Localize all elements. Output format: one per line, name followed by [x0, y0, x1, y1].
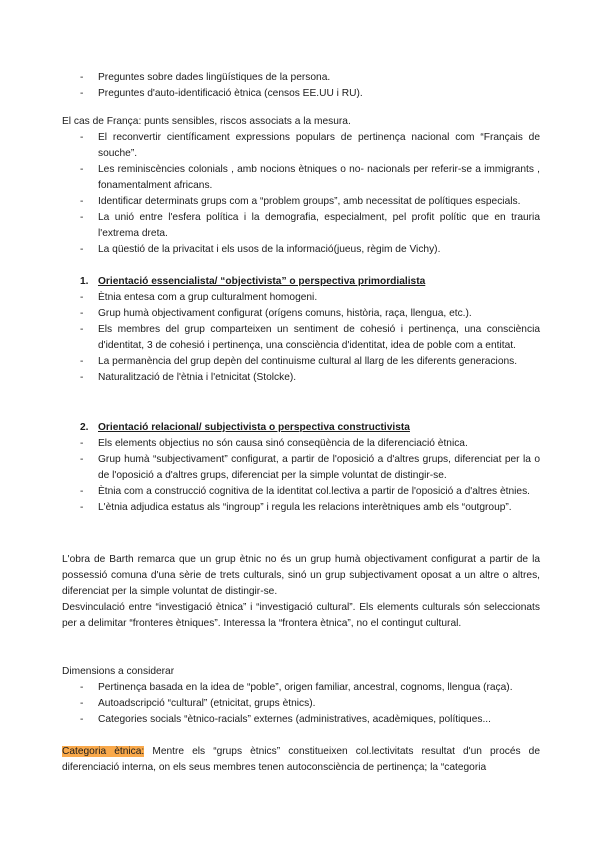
- list-item: - La qüestió de la privacitat i els usos de la informació(jueus, règim de Vichy).: [62, 242, 540, 258]
- list-item: - Els elements objectius no són causa sinó conseqüència de la diferenciació ètnica.: [62, 436, 540, 452]
- section-title: Orientació essencialista/ “objectivista” o perspectiva primordialista: [98, 276, 426, 287]
- list-item: - La unió entre l'esfera política i la demografia, especialment, pel profit polític que en trauria l'extrema dreta.: [62, 210, 540, 242]
- desvinculacio-paragraph: Desvinculació entre “investigació ètnica” i “investigació cultural”. Els elements culturals són seleccionats per a delimitar “fronteres ètniques”. Interessa la “frontera ètnica”, no el contingut cultural.: [62, 602, 540, 629]
- france-heading: El cas de França: punts sensibles, riscos associats a la mesura.: [62, 116, 351, 127]
- dimensions-section: [62, 664, 540, 728]
- list-item: - Ètnia entesa com a grup culturalment homogeni.: [62, 290, 540, 306]
- section-heading: 1. Orientació essencialista/ “objectivista” o perspectiva primordialista: [80, 276, 426, 287]
- categoria-paragraph: [62, 744, 540, 776]
- list-item: - L'ètnia adjudica estatus als “ingroup” i regula les relacions interètniques amb els “outgroup”.: [62, 500, 540, 516]
- barth-paragraph: L'obra de Barth remarca que un grup ètnic no és un grup humà objectivament configurat a partir de la possessió comuna d'una sèrie de trets culturals, sinó un grup subjectivament oposat a un altre o altres, diferenciat per la simple voluntat de distingir-se.: [62, 554, 540, 597]
- list-item: - El reconvertir científicament expressions populars de pertinença nacional com “Français de souche”.: [62, 130, 540, 162]
- list-item: - Les reminiscències colonials , amb nocions ètniques o no- nacionals per referir-se a immigrants , fonamentalment africans.: [62, 162, 540, 194]
- categoria-highlight: Categoria ètnica:: [62, 746, 145, 757]
- barth-block: [62, 552, 540, 632]
- section-heading: 2. Orientació relacional/ subjectivista o perspectiva constructivista: [80, 422, 410, 433]
- france-section: [62, 114, 540, 258]
- list-item: - Preguntes sobre dades lingüístiques de la persona.: [62, 70, 540, 86]
- list-item: - Autoadscripció “cultural” (etnicitat, grups ètnics).: [62, 696, 540, 712]
- list-item: - Categories socials “ètnico-racials” externes (administratives, acadèmiques, polítiques...: [62, 712, 540, 728]
- intro-list: [62, 70, 540, 102]
- section-title: Orientació relacional/ subjectivista o perspectiva constructivista: [98, 422, 410, 433]
- list-item: - Els membres del grup comparteixen un sentiment de cohesió i pertinença, una consciència d'identitat, 3 de cohesió i pertinença, una consciència d'identitat, idea de poble com a entitat.: [62, 322, 540, 354]
- list-item: - Naturalització de l'ètnia i l'etnicitat (Stolcke).: [62, 370, 540, 386]
- list-item: - Grup humà “subjectivament” configurat, a partir de l'oposició a d'altres grups, diferenciat per la o de l'oposició a d'altres grups, diferenciat per la simple voluntat de distingir-se.: [62, 452, 540, 484]
- list-item: - Identificar determinats grups com a “problem groups”, amb necessitat de polítiques especials.: [62, 194, 540, 210]
- section-essentialist: [62, 274, 540, 386]
- list-item: - Grup humà objectivament configurat (orígens comuns, història, raça, llengua, etc.).: [62, 306, 540, 322]
- list-item: - Preguntes d'auto-identificació ètnica (censos EE.UU i RU).: [62, 86, 540, 102]
- dimensions-heading: Dimensions a considerar: [62, 666, 175, 677]
- categoria-text: Mentre els “grups ètnics” constitueixen col.lectivitats resultat d'un procés de diferenciació interna, on els seus membres tenen autoconsciència de pertinença; la “categoria: [62, 746, 540, 773]
- list-item: - Pertinença basada en la idea de “poble”, origen familiar, ancestral, cognoms, llengua (raça).: [62, 680, 540, 696]
- categoria-block: [62, 744, 540, 776]
- list-item: - La permanència del grup depèn del continuisme cultural al llarg de les diferents generacions.: [62, 354, 540, 370]
- section-constructivist: [62, 420, 540, 516]
- list-item: - Ètnia com a construcció cognitiva de la identitat col.lectiva a partir de l'oposició a d'altres ètnies.: [62, 484, 540, 500]
